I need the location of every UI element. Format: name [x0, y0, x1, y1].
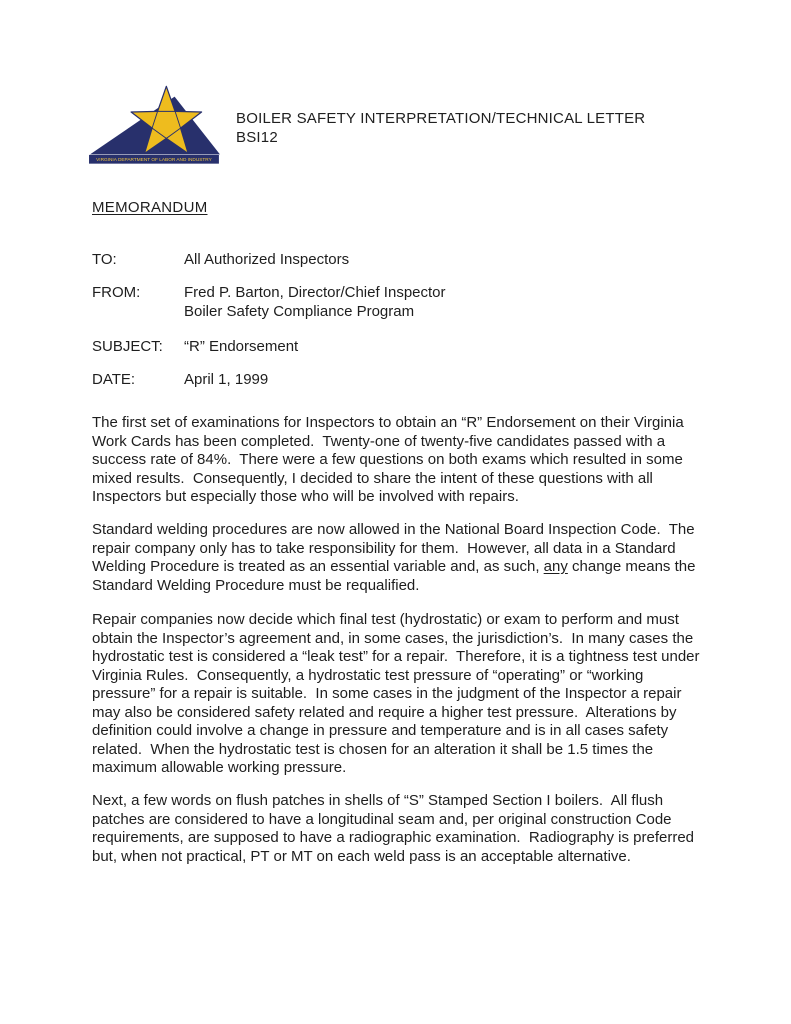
field-from-value-line1: Fred P. Barton, Director/Chief Inspector [184, 284, 446, 301]
field-from [92, 284, 446, 321]
field-subject-value: “R” Endorsement [184, 338, 299, 355]
paragraph-2 [92, 521, 710, 595]
field-subject [92, 338, 298, 357]
field-date [92, 371, 268, 390]
field-subject-label: SUBJECT: [92, 338, 163, 355]
field-to [92, 251, 349, 270]
logo-banner-text: VIRGINIA DEPARTMENT OF LABOR AND INDUSTRY [96, 158, 212, 164]
agency-logo [88, 84, 222, 166]
paragraph-3: Repair companies now decide which final test (hydrostatic) or exam to perform and must obtain the Inspector’s agreement and, in some cases, the jurisdiction’s. In many cases the hydrostatic test is considered a “leak test” for a repair. Therefore, it is a tightness test under Virginia Rules. Consequently, a hydrostatic test pressure of “operating” or “working pressure” for a repair is suitable. In some cases in the judgment of the Inspector a repair may also be considered safety related and require a higher test pressure. Alterations by definition could involve a change in pressure and temperature and is in all cases safety related. When the hydrostatic test is chosen for an alteration it shall be 1.5 times the maximum allowable working pressure. [92, 611, 704, 776]
document-title-line1: BOILER SAFETY INTERPRETATION/TECHNICAL LETTER [236, 110, 646, 127]
document-title-line2: BSI12 [236, 129, 278, 146]
field-from-value [184, 284, 446, 321]
field-date-label: DATE: [92, 371, 136, 388]
field-from-value-line2: Boiler Safety Compliance Program [184, 302, 415, 320]
paragraph-2-text-before: Standard welding procedures are now allowed in the National Board Inspection Code. The repair company only has to take responsibility for them. However, all data in a Standard Welding Procedure is treated as an essential variable and, as such, [92, 521, 699, 575]
field-date-value: April 1, 1999 [184, 371, 269, 388]
field-to-value: All Authorized Inspectors [184, 251, 350, 268]
memorandum-heading: MEMORANDUM [92, 199, 208, 216]
field-from-label: FROM: [92, 284, 141, 301]
paragraph-2-underlined-word: any [543, 558, 568, 575]
document-title [236, 109, 706, 147]
paragraph-1: The first set of examinations for Inspectors to obtain an “R” Endorsement on their Virginia Work Cards has been completed. Twenty-one of twenty-five candidates passed with a success rate of 84%. There were a few questions on both exams which resulted in some mixed results. Consequently, I decided to share the intent of these questions with all Inspectors but especially those who will be involved with repairs. [92, 414, 688, 505]
field-to-label: TO: [92, 251, 117, 268]
paragraph-4: Next, a few words on flush patches in shells of “S” Stamped Section I boilers. All flush patches are considered to have a longitudinal seam and, per original construction Code requirements, are supposed to have a radiographic examination. Radiography is preferred but, when not practical, PT or MT on each weld pass is an acceptable alternative. [92, 792, 699, 865]
paragraph-2-text-after: change means the Standard Welding Procedure must be requalified. [92, 558, 700, 594]
agency-logo-graphic [88, 84, 222, 166]
